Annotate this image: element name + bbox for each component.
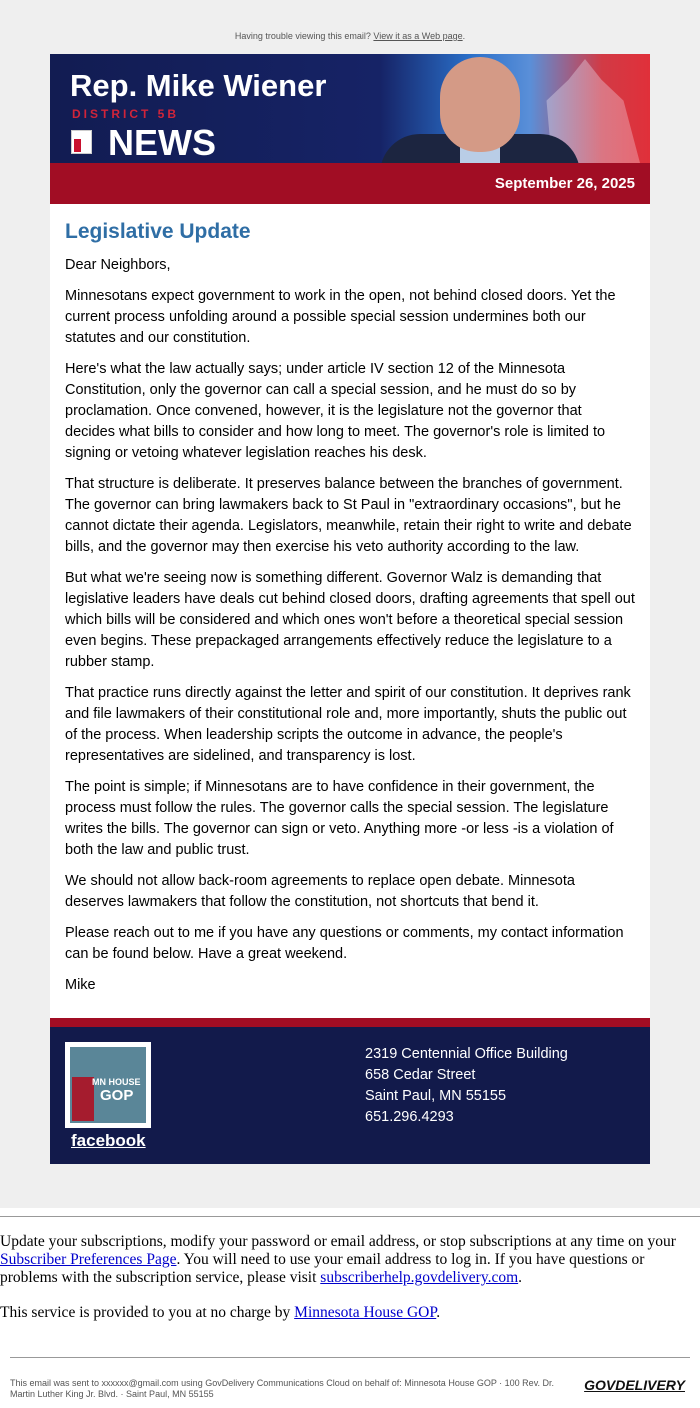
preheader-text: Having trouble viewing this email? — [234, 31, 374, 41]
paragraph: Here's what the law actually says; under article IV section 12 of the Minnesota Constitution, only the governor can call a special session, and he must do so by proclamation. Once convened, however, it is the legislature not the governor that decides what bills to consider and how long to meet. The governor's role is limited to signing or vetoing whatever legislation reaches his desk. — [65, 361, 606, 461]
email-body — [50, 204, 650, 1018]
signature: Mike — [65, 977, 96, 993]
paragraph: That practice runs directly against the letter and spirit of our constitution. It deprives rank and file lawmakers of their constitutional role and, more importantly, shuts the public out of the process. When leadership scripts the outcome in advance, the people's representatives are sidelined, and transparency is lost. — [65, 685, 631, 764]
office-address — [365, 1044, 568, 1128]
facebook-link[interactable]: facebook — [71, 1131, 146, 1150]
address-line: Saint Paul, MN 55155 — [365, 1088, 507, 1104]
contact-footer — [50, 1018, 650, 1164]
sub-text: Update your subscriptions, modify your password or email address, or stop subscriptions at any time on your — [0, 1233, 676, 1250]
view-web-page-link[interactable]: View it as a Web page — [373, 31, 463, 41]
date-band — [50, 163, 650, 204]
phone-number: 651.296.4293 — [365, 1109, 454, 1125]
news-label: NEWS — [108, 122, 216, 163]
subscriber-help-link[interactable]: subscriberhelp.govdelivery.com — [320, 1269, 519, 1286]
paragraph: Please reach out to me if you have any questions or comments, my contact information can be found below. Have a great weekend. — [65, 925, 624, 962]
sub-text: . — [518, 1269, 523, 1286]
paragraph: The point is simple; if Minnesotans are to have confidence in their government, the process must follow the rules. The governor calls the special session. The legislature writes the bills. The governor can sign or veto. Anything more -or less -is a violation of both the law and public trust. — [65, 779, 614, 858]
header-banner — [50, 54, 650, 163]
paragraph: But what we're seeing now is something different. Governor Walz is demanding that legislative leaders have deals cut behind closed doors, drafting agreements that spell out which bills will be considered and which ones won't before a theoretical special session even begins. These prepackaged arrangements effectively reduce the legislature to a rubber stamp. — [65, 570, 635, 670]
district-label: DISTRICT 5B — [72, 107, 180, 121]
govdelivery-logo[interactable]: GOVDELIVERY — [584, 1377, 685, 1393]
address-line: 658 Cedar Street — [365, 1067, 476, 1083]
subscriber-preferences-link[interactable]: Subscriber Preferences Page — [0, 1251, 177, 1268]
logo-text: GOP — [100, 1087, 134, 1104]
preheader — [0, 31, 700, 54]
paragraph: That structure is deliberate. It preserves balance between the branches of government. The governor can bring lawmakers back to St Paul in "extraordinary occasions", but he cannot dictate their agenda. Legislators, meanwhile, retain their right to write and debate bills, and the governor may then exercise his veto authority according to the law. — [65, 476, 632, 555]
paragraph: Dear Neighbors, — [65, 257, 171, 273]
subscription-info — [0, 1217, 700, 1322]
newsletter-date: September 26, 2025 — [494, 175, 635, 192]
facebook-logo-link[interactable] — [65, 1042, 151, 1128]
sub-text: This service is provided to you at no charge by — [0, 1304, 295, 1321]
paragraph: We should not allow back-room agreements to replace open debate. Minnesota deserves lawmakers that follow the constitution, not shortcuts that bend it. — [65, 873, 575, 910]
legal-footer — [10, 1357, 690, 1400]
paragraph: Minnesotans expect government to work in the open, not behind closed doors. Yet the current process unfolding around a possible special session undermines both our statutes and our constitution. — [65, 288, 616, 346]
section-title: Legislative Update — [65, 220, 251, 243]
legal-text: This email was sent to xxxxxx@gmail.com using GovDelivery Communications Cloud on behalf of: Minnesota House GOP · 100 Rev. Dr. Martin Luther King Jr. Blvd. · Saint Paul, MN 55155 — [10, 1378, 555, 1399]
sub-text: . — [436, 1304, 441, 1321]
rep-name: Rep. Mike Wiener — [70, 68, 327, 103]
email-card — [50, 54, 650, 1164]
logo-text: MN HOUSE — [92, 1077, 141, 1087]
representative-photo — [340, 54, 590, 163]
address-line: 2319 Centennial Office Building — [365, 1046, 568, 1062]
sub-text: . You will need to use your email address to log in. If you have questions or problems with the subscription service, please visit — [0, 1251, 645, 1286]
minnesota-house-gop-link[interactable]: Minnesota House GOP — [294, 1304, 437, 1321]
preheader-end: . — [462, 31, 466, 41]
gop-logo-icon — [71, 130, 92, 154]
